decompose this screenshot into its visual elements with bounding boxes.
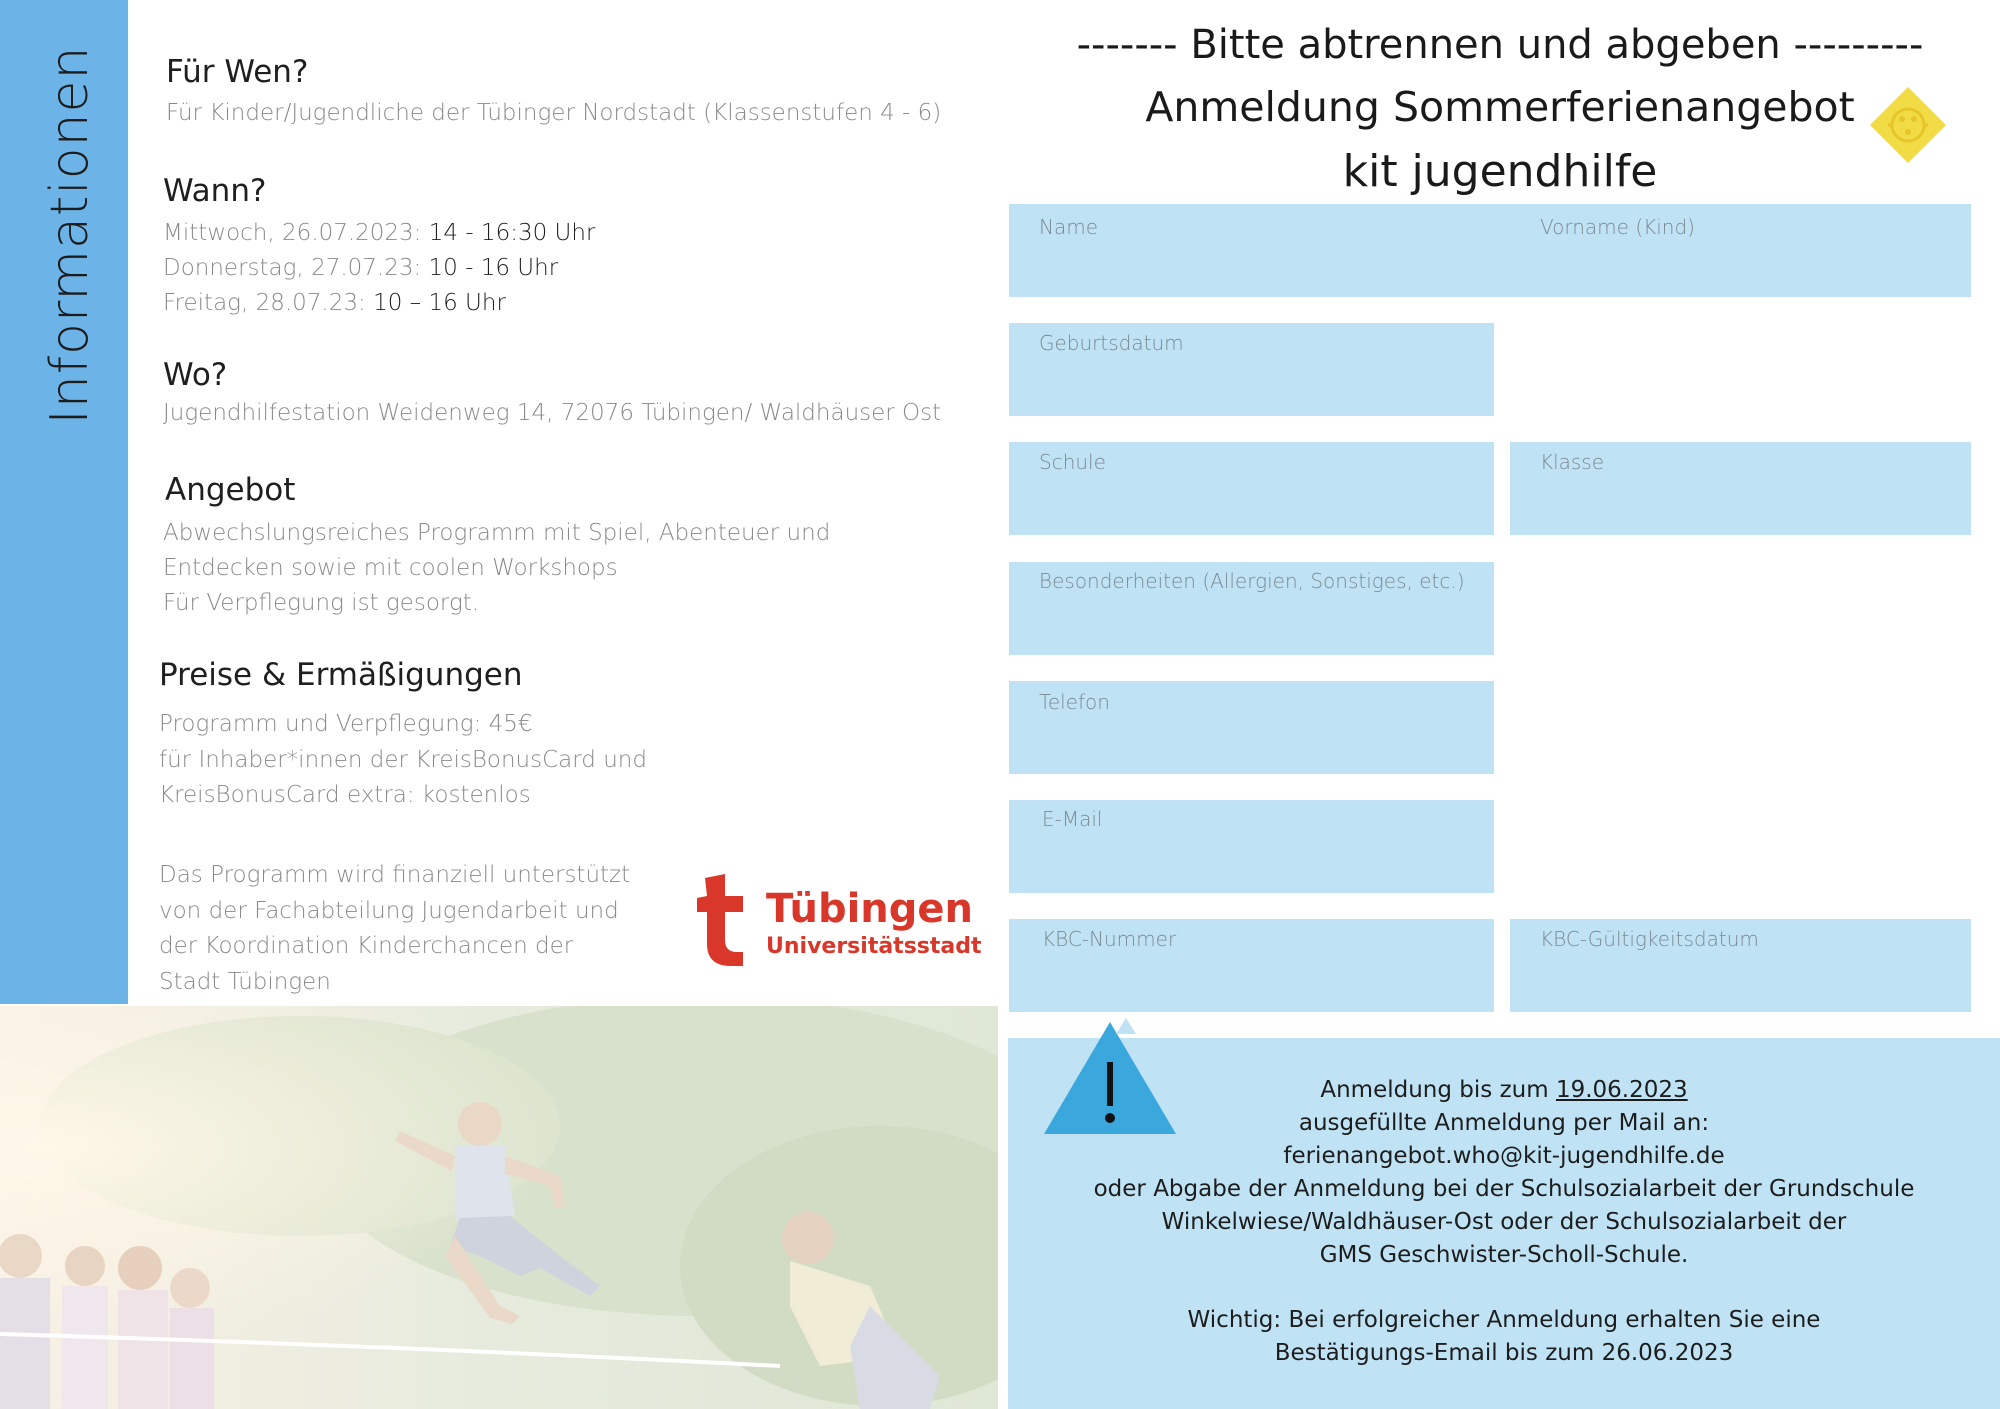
children-photo [0,1006,998,1409]
notice-email[interactable]: ferienangebot.who@kit-jugendhilfe.de [1283,1143,1725,1169]
schule-field-label: Schule [1039,450,1106,474]
section-text-wo: Jugendhilfestation Weidenweg 14, 72076 Tübingen/ Waldhäuser Ost [163,400,942,426]
foerderung-line-2: von der Fachabteilung Jugendarbeit und [159,898,619,924]
sidebar-label: Informationen [40,45,100,425]
wann-day-3: Freitag, 28.07.23: [163,290,366,316]
section-title-fuer-wen: Für Wen? [166,54,309,90]
preise-line-2: für Inhaber*innen der KreisBonusCard und [159,747,647,773]
preise-line-3: KreisBonusCard extra: kostenlos [159,782,531,808]
name-field-label: Name [1039,215,1099,239]
form-title: Anmeldung Sommerferienangebot [1145,83,1855,131]
wann-day-2: Donnerstag, 27.07.23: [163,255,422,281]
wann-time-3: 10 – 16 Uhr [365,290,506,316]
notice-line-6: GMS Geschwister-Scholl-Schule. [1319,1242,1689,1268]
notice-line-5: Winkelwiese/Waldhäuser-Ost oder der Schulsozialarbeit der [1161,1209,1847,1235]
wann-date-3 [163,286,506,321]
notice-line-8: Bestätigungs-Email bis zum 26.06.2023 [1274,1340,1734,1366]
wann-time-1: 14 - 16:30 Uhr [421,220,596,246]
angebot-line-3: Für Verpflegung ist gesorgt. [163,590,480,616]
notice-deadline-date: 19.06.2023 [1555,1077,1688,1103]
notice-line-2: ausgefüllte Anmeldung per Mail an: [1298,1110,1710,1136]
foerderung-line-4: Stadt Tübingen [159,969,331,995]
foerderung-line-1: Das Programm wird finanziell unterstützt [159,862,631,888]
foerderung-line-3: der Koordination Kinderchancen der [159,933,574,959]
preise-line-1: Programm und Verpflegung: 45€ [159,711,533,737]
geburtsdatum-field-label: Geburtsdatum [1039,331,1184,355]
logo-name: Tübingen [766,886,974,932]
kbc-nummer-field-label: KBC-Nummer [1042,927,1177,951]
email-field-label: E-Mail [1042,807,1103,831]
wann-date-2 [163,251,558,286]
section-title-angebot: Angebot [165,472,296,508]
sidebar-label-wrap [0,0,128,1004]
section-title-preise: Preise & Ermäßigungen [159,657,523,693]
wann-day-1: Mittwoch, 26.07.2023: [163,220,422,246]
section-title-wo: Wo? [163,357,228,393]
notice-deadline [1008,1077,2000,1103]
wann-date-1 [163,216,595,251]
klasse-field-label: Klasse [1540,450,1605,474]
besonderheiten-field-label: Besonderheiten (Allergien, Sonstiges, etc.) [1039,569,1465,593]
name-vorname-field-row[interactable] [1009,204,1971,297]
angebot-line-2: Entdecken sowie mit coolen Workshops [163,555,618,581]
form-subtitle: kit jugendhilfe [1342,146,1658,197]
angebot-line-1: Abwechslungsreiches Programm mit Spiel, Abenteuer und [163,520,831,546]
notice-line-4: oder Abgabe der Anmeldung bei der Schulsozialarbeit der Grundschule [1093,1176,1915,1202]
logo-subtitle: Universitätsstadt [766,934,982,959]
wann-time-2: 10 - 16 Uhr [421,255,559,281]
notice-line-7: Wichtig: Bei erfolgreicher Anmeldung erhalten Sie eine [1187,1307,1821,1333]
vorname-field-label: Vorname (Kind) [1540,215,1695,239]
notice-deadline-prefix: Anmeldung bis zum [1320,1077,1556,1103]
kbc-gueltigkeit-field-label: KBC-Gültigkeitsdatum [1540,927,1759,951]
telefon-field-label: Telefon [1039,690,1110,714]
section-text-fuer-wen: Für Kinder/Jugendliche der Tübinger Nordstadt (Klassenstufen 4 - 6) [166,100,942,126]
section-title-wann: Wann? [163,173,267,209]
kit-stamp-icon [1868,85,1948,165]
cut-line-text: ------- Bitte abtrennen und abgeben --------- [1076,22,1924,68]
